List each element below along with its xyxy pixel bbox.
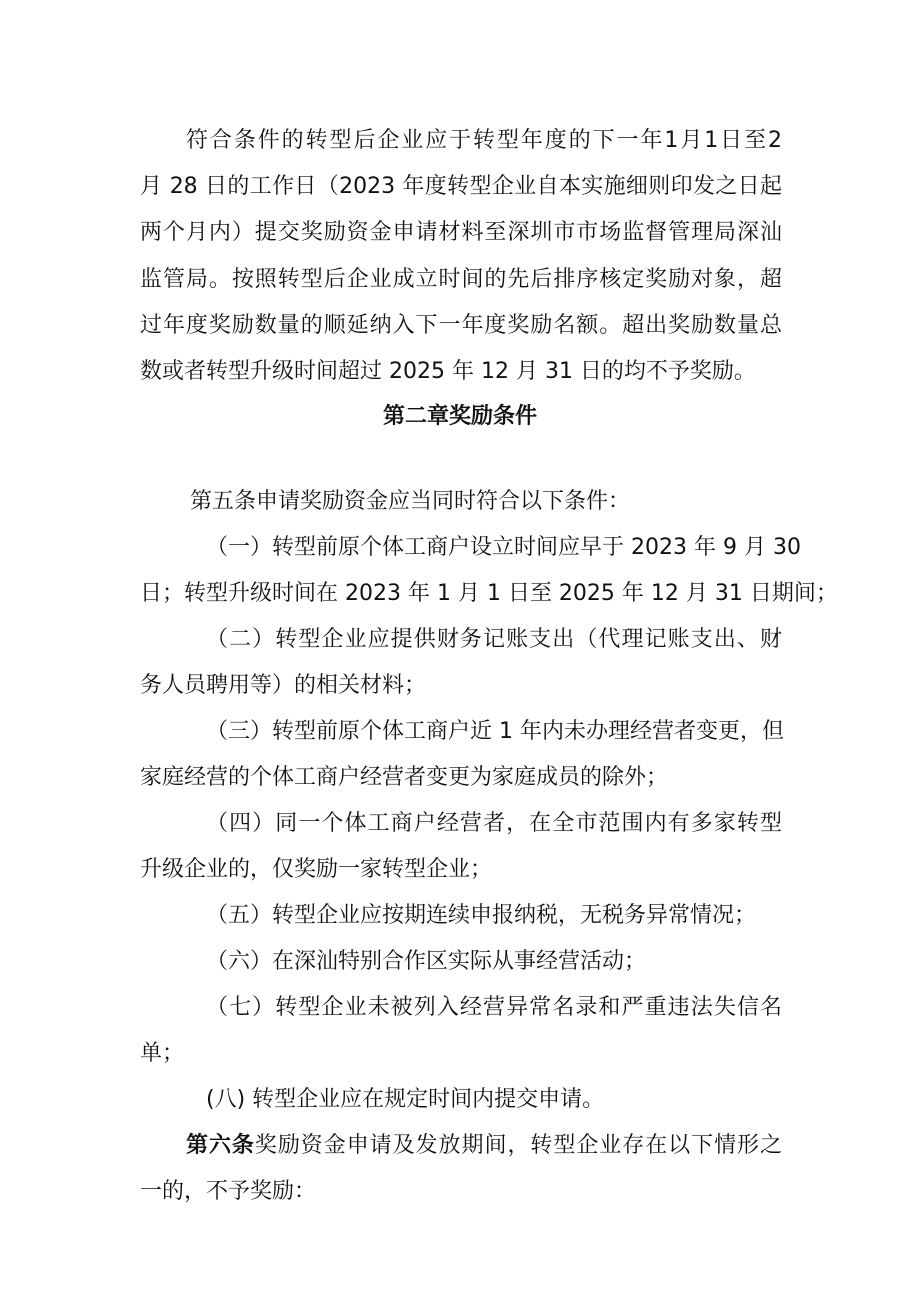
paragraph-line: 监管局。按照转型后企业成立时间的先后排序核定奖励对象，超 [140, 267, 782, 292]
article-text: 奖励资金申请及发放期间，转型企业存在以下情形之 [254, 1133, 782, 1158]
paragraph-line: 月 28 日的工作日（2023 年度转型企业自本实施细则印发之日起 [140, 174, 782, 199]
chapter-title: 第二章奖励条件 [382, 404, 537, 429]
list-item-line: 升级企业的，仅奖励一家转型企业； [140, 857, 493, 882]
list-item-line: 家庭经营的个体工商户经营者变更为家庭成员的除外； [140, 765, 669, 790]
list-item-line: (八) 转型企业应在规定时间内提交申请。 [206, 1087, 605, 1112]
list-item-line: （五）转型企业应按期连续申报纳税，无税务异常情况； [206, 903, 757, 928]
list-item-line: （二）转型企业应提供财务记账支出（代理记账支出、财 [206, 627, 782, 652]
list-item-line: （七）转型企业未被列入经营异常名录和严重违法失信名 [206, 995, 782, 1020]
list-item-line: 单； [140, 1041, 185, 1066]
list-item-line: 务人员聘用等）的相关材料； [140, 673, 427, 698]
paragraph-line: 两个月内）提交奖励资金申请材料至深圳市市场监督管理局深汕 [140, 220, 782, 245]
paragraph-line: 过年度奖励数量的顺延纳入下一年度奖励名额。超出奖励数量总 [140, 313, 782, 338]
list-item-line: （一）转型前原个体工商户设立时间应早于 2023 年 9 月 30 [206, 535, 801, 560]
list-item-line: 日；转型升级时间在 2023 年 1 月 1 日至 2025 年 12 月 31 日期间； [140, 581, 838, 606]
article-line: 一的，不予奖励： [140, 1179, 317, 1204]
paragraph-line: 数或者转型升级时间超过 2025 年 12 月 31 日的均不予奖励。 [140, 359, 756, 384]
list-item-line: （四）同一个体工商户经营者，在全市范围内有多家转型 [206, 811, 782, 836]
list-item-line: （六）在深汕特别合作区实际从事经营活动； [206, 949, 647, 974]
paragraph-line: 符合条件的转型后企业应于转型年度的下一年1月1日至2 [186, 128, 782, 153]
article-line [186, 1131, 782, 1161]
list-item-line: （三）转型前原个体工商户近 1 年内未办理经营者变更，但 [206, 719, 784, 744]
article-label: 第六条 [186, 1133, 255, 1158]
article-intro: 第五条申请奖励资金应当同时符合以下条件： [190, 489, 631, 514]
